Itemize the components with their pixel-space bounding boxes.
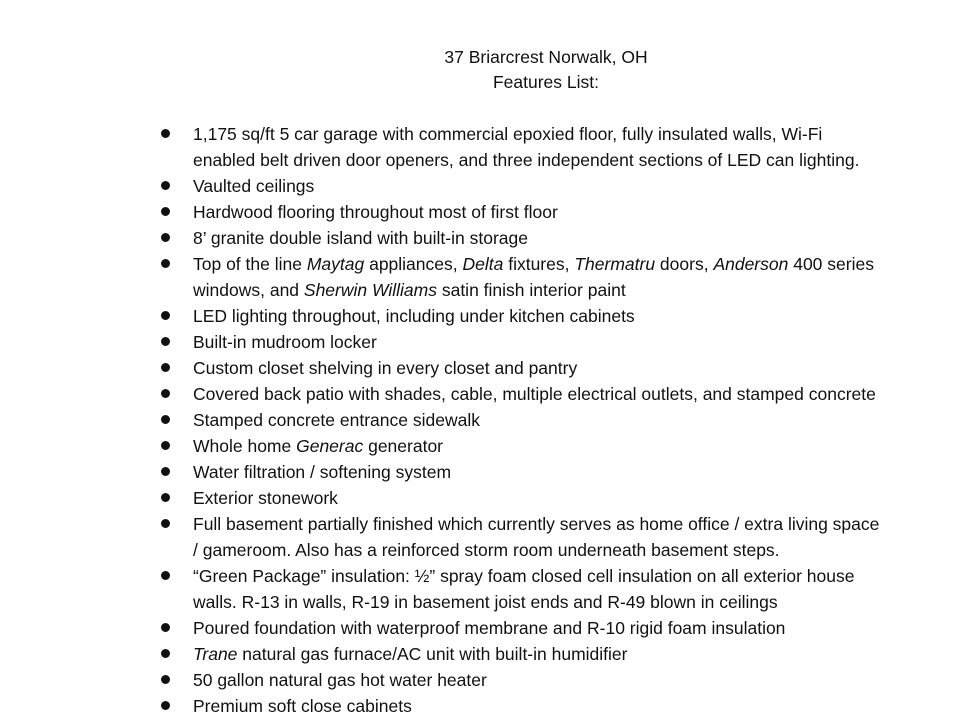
bullet-icon xyxy=(161,675,170,684)
list-item xyxy=(0,563,960,615)
list-item xyxy=(0,173,960,199)
feature-text: Water filtration / softening system xyxy=(193,462,452,482)
feature-text: 1,175 sq/ft 5 car garage with commercial epoxied floor, fully insulated walls, Wi-Fi xyxy=(193,124,823,144)
bullet-icon xyxy=(161,129,170,138)
feature-text: Built-in mudroom locker xyxy=(193,332,377,352)
bullet-icon xyxy=(161,233,170,242)
document-subtitle: Features List: xyxy=(492,72,600,92)
list-item xyxy=(0,329,960,355)
list-item xyxy=(0,641,960,667)
feature-text: 400 series xyxy=(788,254,874,274)
feature-text: Custom closet shelving in every closet and pantry xyxy=(193,358,578,378)
list-item xyxy=(0,511,960,563)
brand-name: Delta xyxy=(462,254,504,274)
list-item xyxy=(0,433,960,459)
bullet-icon xyxy=(161,649,170,658)
feature-text: Stamped concrete entrance sidewalk xyxy=(193,410,480,430)
list-item xyxy=(0,459,960,485)
feature-text: Covered back patio with shades, cable, multiple electrical outlets, and stamped concrete xyxy=(193,384,876,404)
list-item xyxy=(0,693,960,719)
feature-text: “Green Package” insulation: ½” spray foam closed cell insulation on all exterior house xyxy=(193,566,855,586)
list-item xyxy=(0,121,960,173)
bullet-icon xyxy=(161,571,170,580)
bullet-icon xyxy=(161,467,170,476)
property-address: 37 Briarcrest Norwalk, OH xyxy=(444,47,648,67)
bullet-icon xyxy=(161,337,170,346)
feature-text: Premium soft close cabinets xyxy=(193,696,412,716)
feature-text: Top of the line xyxy=(193,254,307,274)
brand-name: Trane xyxy=(193,644,238,664)
feature-text: appliances, xyxy=(364,254,463,274)
list-item xyxy=(0,303,960,329)
bullet-icon xyxy=(161,493,170,502)
feature-text: walls. R-13 in walls, R-19 in basement joist ends and R-49 blown in ceilings xyxy=(193,592,778,612)
feature-text: 8’ granite double island with built-in storage xyxy=(193,228,528,248)
bullet-icon xyxy=(161,259,170,268)
feature-text: fixtures, xyxy=(503,254,575,274)
feature-text: Poured foundation with waterproof membrane and R-10 rigid foam insulation xyxy=(193,618,786,638)
list-item xyxy=(0,407,960,433)
bullet-icon xyxy=(161,701,170,710)
feature-text: / gameroom. Also has a reinforced storm room underneath basement steps. xyxy=(193,540,780,560)
feature-text: Hardwood flooring throughout most of first floor xyxy=(193,202,558,222)
brand-name: Thermatru xyxy=(574,254,656,274)
bullet-icon xyxy=(161,519,170,528)
bullet-icon xyxy=(161,207,170,216)
feature-text: doors, xyxy=(655,254,714,274)
document-header xyxy=(0,45,960,95)
feature-text: LED lighting throughout, including under kitchen cabinets xyxy=(193,306,635,326)
feature-text: generator xyxy=(363,436,444,456)
list-item xyxy=(0,667,960,693)
list-item xyxy=(0,355,960,381)
bullet-icon xyxy=(161,389,170,398)
feature-text: windows, and xyxy=(193,280,304,300)
bullet-icon xyxy=(161,623,170,632)
list-item xyxy=(0,485,960,511)
features-list xyxy=(0,121,960,719)
brand-name: Sherwin Williams xyxy=(303,280,437,300)
bullet-icon xyxy=(161,311,170,320)
feature-text: Whole home xyxy=(193,436,297,456)
feature-text: satin finish interior paint xyxy=(436,280,626,300)
feature-text: Vaulted ceilings xyxy=(193,176,315,196)
bullet-icon xyxy=(161,441,170,450)
list-item xyxy=(0,199,960,225)
bullet-icon xyxy=(161,363,170,372)
feature-text: natural gas furnace/AC unit with built-in humidifier xyxy=(237,644,628,664)
feature-text: Full basement partially finished which currently serves as home office / extra living space xyxy=(193,514,880,534)
brand-name: Anderson xyxy=(713,254,789,274)
feature-text: 50 gallon natural gas hot water heater xyxy=(193,670,487,690)
list-item xyxy=(0,251,960,303)
brand-name: Generac xyxy=(296,436,364,456)
list-item xyxy=(0,615,960,641)
list-item xyxy=(0,381,960,407)
list-item xyxy=(0,225,960,251)
bullet-icon xyxy=(161,415,170,424)
feature-text: enabled belt driven door openers, and three independent sections of LED can lighting. xyxy=(193,150,860,170)
feature-text: Exterior stonework xyxy=(193,488,338,508)
brand-name: Maytag xyxy=(306,254,365,274)
bullet-icon xyxy=(161,181,170,190)
